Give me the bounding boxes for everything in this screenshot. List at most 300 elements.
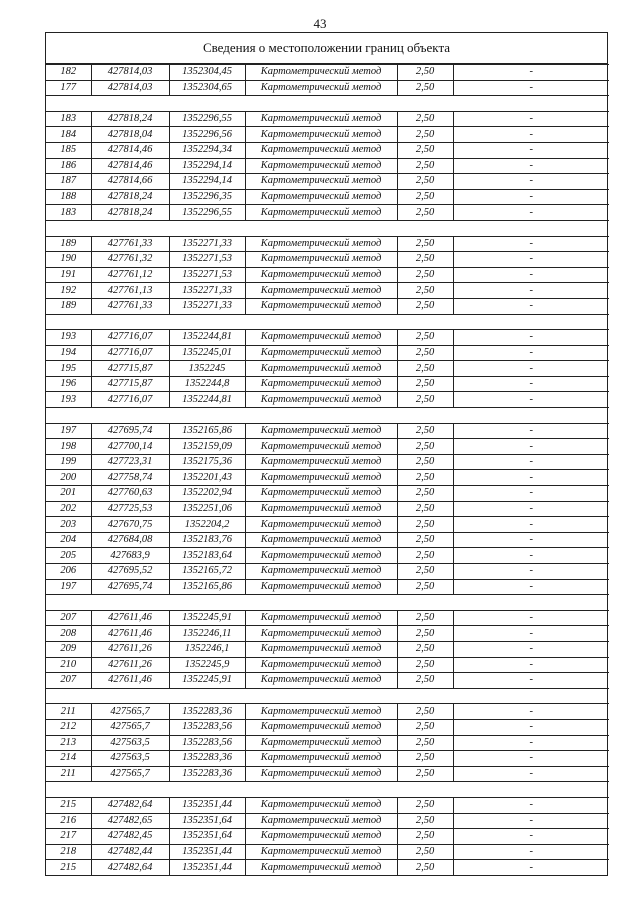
- table-row: [46, 298, 609, 314]
- x-coordinate-cell: 427482,64: [91, 797, 169, 813]
- table-row: [46, 751, 609, 767]
- accuracy-cell: 2,50: [397, 330, 453, 346]
- note-cell: -: [453, 142, 609, 158]
- note-cell: -: [453, 80, 609, 96]
- note-cell: -: [453, 236, 609, 252]
- x-coordinate-cell: 427715,87: [91, 361, 169, 377]
- accuracy-cell: 2,50: [397, 844, 453, 860]
- x-coordinate-cell: 427814,66: [91, 174, 169, 190]
- point-number-cell: 189: [46, 236, 91, 252]
- x-coordinate-cell: 427725,53: [91, 501, 169, 517]
- sheet-title: Сведения о местоположении границ объекта: [46, 33, 607, 64]
- x-coordinate-cell: 427683,9: [91, 548, 169, 564]
- table-row: [46, 860, 609, 875]
- method-cell: Картометрический метод: [245, 517, 397, 533]
- x-coordinate-cell: 427565,7: [91, 704, 169, 720]
- note-cell: -: [453, 283, 609, 299]
- y-coordinate-cell: 1352283,36: [169, 766, 245, 782]
- table-row: [46, 330, 609, 346]
- y-coordinate-cell: 1352165,72: [169, 564, 245, 580]
- note-cell: -: [453, 844, 609, 860]
- group-separator-row: [46, 96, 609, 112]
- table-row: [46, 704, 609, 720]
- x-coordinate-cell: 427563,5: [91, 735, 169, 751]
- point-number-cell: 198: [46, 439, 91, 455]
- x-coordinate-cell: 427716,07: [91, 345, 169, 361]
- table-row: [46, 813, 609, 829]
- x-coordinate-cell: 427715,87: [91, 376, 169, 392]
- method-cell: Картометрический метод: [245, 376, 397, 392]
- table-row: [46, 454, 609, 470]
- y-coordinate-cell: 1352283,56: [169, 719, 245, 735]
- accuracy-cell: 2,50: [397, 252, 453, 268]
- accuracy-cell: 2,50: [397, 205, 453, 221]
- x-coordinate-cell: 427611,46: [91, 673, 169, 689]
- y-coordinate-cell: 1352175,36: [169, 454, 245, 470]
- table-row: [46, 610, 609, 626]
- table-row: [46, 345, 609, 361]
- method-cell: Картометрический метод: [245, 610, 397, 626]
- note-cell: -: [453, 501, 609, 517]
- y-coordinate-cell: 1352296,55: [169, 205, 245, 221]
- accuracy-cell: 2,50: [397, 236, 453, 252]
- x-coordinate-cell: 427695,52: [91, 564, 169, 580]
- accuracy-cell: 2,50: [397, 735, 453, 751]
- note-cell: -: [453, 579, 609, 595]
- x-coordinate-cell: 427818,24: [91, 111, 169, 127]
- y-coordinate-cell: 1352351,44: [169, 860, 245, 875]
- y-coordinate-cell: 1352304,45: [169, 65, 245, 81]
- method-cell: Картометрический метод: [245, 330, 397, 346]
- y-coordinate-cell: 1352159,09: [169, 439, 245, 455]
- method-cell: Картометрический метод: [245, 205, 397, 221]
- accuracy-cell: 2,50: [397, 189, 453, 205]
- method-cell: Картометрический метод: [245, 579, 397, 595]
- point-number-cell: 215: [46, 860, 91, 875]
- method-cell: Картометрический метод: [245, 80, 397, 96]
- point-number-cell: 216: [46, 813, 91, 829]
- method-cell: Картометрический метод: [245, 532, 397, 548]
- y-coordinate-cell: 1352246,11: [169, 626, 245, 642]
- accuracy-cell: 2,50: [397, 65, 453, 81]
- note-cell: -: [453, 735, 609, 751]
- accuracy-cell: 2,50: [397, 673, 453, 689]
- method-cell: Картометрический метод: [245, 252, 397, 268]
- accuracy-cell: 2,50: [397, 579, 453, 595]
- y-coordinate-cell: 1352245,01: [169, 345, 245, 361]
- x-coordinate-cell: 427716,07: [91, 330, 169, 346]
- note-cell: -: [453, 298, 609, 314]
- x-coordinate-cell: 427611,46: [91, 626, 169, 642]
- table-row: [46, 673, 609, 689]
- note-cell: -: [453, 189, 609, 205]
- method-cell: Картометрический метод: [245, 283, 397, 299]
- note-cell: -: [453, 205, 609, 221]
- table-row: [46, 158, 609, 174]
- point-number-cell: 192: [46, 283, 91, 299]
- accuracy-cell: 2,50: [397, 641, 453, 657]
- accuracy-cell: 2,50: [397, 548, 453, 564]
- method-cell: Картометрический метод: [245, 392, 397, 408]
- x-coordinate-cell: 427761,32: [91, 252, 169, 268]
- point-number-cell: 190: [46, 252, 91, 268]
- x-coordinate-cell: 427670,75: [91, 517, 169, 533]
- group-separator-row: [46, 595, 609, 611]
- accuracy-cell: 2,50: [397, 860, 453, 875]
- table-row: [46, 65, 609, 81]
- note-cell: -: [453, 174, 609, 190]
- accuracy-cell: 2,50: [397, 610, 453, 626]
- table-row: [46, 252, 609, 268]
- method-cell: Картометрический метод: [245, 127, 397, 143]
- point-number-cell: 215: [46, 797, 91, 813]
- note-cell: -: [453, 626, 609, 642]
- accuracy-cell: 2,50: [397, 704, 453, 720]
- y-coordinate-cell: 1352183,64: [169, 548, 245, 564]
- y-coordinate-cell: 1352165,86: [169, 423, 245, 439]
- method-cell: Картометрический метод: [245, 657, 397, 673]
- note-cell: -: [453, 423, 609, 439]
- group-separator-row: [46, 782, 609, 798]
- table-row: [46, 283, 609, 299]
- separator-cell: [46, 408, 609, 424]
- point-number-cell: 213: [46, 735, 91, 751]
- point-number-cell: 195: [46, 361, 91, 377]
- y-coordinate-cell: 1352351,64: [169, 829, 245, 845]
- point-number-cell: 193: [46, 330, 91, 346]
- accuracy-cell: 2,50: [397, 142, 453, 158]
- y-coordinate-cell: 1352245,9: [169, 657, 245, 673]
- note-cell: -: [453, 564, 609, 580]
- method-cell: Картометрический метод: [245, 735, 397, 751]
- x-coordinate-cell: 427565,7: [91, 719, 169, 735]
- method-cell: Картометрический метод: [245, 236, 397, 252]
- note-cell: -: [453, 517, 609, 533]
- table-row: [46, 501, 609, 517]
- point-number-cell: 211: [46, 704, 91, 720]
- point-number-cell: 196: [46, 376, 91, 392]
- method-cell: Картометрический метод: [245, 454, 397, 470]
- point-number-cell: 187: [46, 174, 91, 190]
- y-coordinate-cell: 1352245,91: [169, 610, 245, 626]
- point-number-cell: 184: [46, 127, 91, 143]
- method-cell: Картометрический метод: [245, 829, 397, 845]
- accuracy-cell: 2,50: [397, 80, 453, 96]
- point-number-cell: 194: [46, 345, 91, 361]
- x-coordinate-cell: 427723,31: [91, 454, 169, 470]
- method-cell: Картометрический метод: [245, 423, 397, 439]
- note-cell: -: [453, 641, 609, 657]
- accuracy-cell: 2,50: [397, 158, 453, 174]
- y-coordinate-cell: 1352294,14: [169, 158, 245, 174]
- y-coordinate-cell: 1352246,1: [169, 641, 245, 657]
- table-row: [46, 641, 609, 657]
- y-coordinate-cell: 1352283,56: [169, 735, 245, 751]
- method-cell: Картометрический метод: [245, 564, 397, 580]
- method-cell: Картометрический метод: [245, 548, 397, 564]
- accuracy-cell: 2,50: [397, 267, 453, 283]
- group-separator-row: [46, 220, 609, 236]
- accuracy-cell: 2,50: [397, 361, 453, 377]
- note-cell: -: [453, 813, 609, 829]
- accuracy-cell: 2,50: [397, 657, 453, 673]
- x-coordinate-cell: 427761,33: [91, 236, 169, 252]
- accuracy-cell: 2,50: [397, 376, 453, 392]
- y-coordinate-cell: 1352251,06: [169, 501, 245, 517]
- table-row: [46, 626, 609, 642]
- table-row: [46, 719, 609, 735]
- method-cell: Картометрический метод: [245, 813, 397, 829]
- coordinates-sheet: [45, 32, 608, 876]
- group-separator-row: [46, 408, 609, 424]
- table-row: [46, 205, 609, 221]
- method-cell: Картометрический метод: [245, 860, 397, 875]
- page-number: 43: [313, 16, 327, 31]
- point-number-cell: 201: [46, 486, 91, 502]
- note-cell: -: [453, 330, 609, 346]
- point-number-cell: 207: [46, 610, 91, 626]
- x-coordinate-cell: 427761,13: [91, 283, 169, 299]
- point-number-cell: 185: [46, 142, 91, 158]
- y-coordinate-cell: 1352351,44: [169, 797, 245, 813]
- method-cell: Картометрический метод: [245, 111, 397, 127]
- method-cell: Картометрический метод: [245, 267, 397, 283]
- note-cell: -: [453, 797, 609, 813]
- x-coordinate-cell: 427611,46: [91, 610, 169, 626]
- point-number-cell: 205: [46, 548, 91, 564]
- method-cell: Картометрический метод: [245, 844, 397, 860]
- table-row: [46, 470, 609, 486]
- point-number-cell: 204: [46, 532, 91, 548]
- table-row: [46, 844, 609, 860]
- point-number-cell: 217: [46, 829, 91, 845]
- note-cell: -: [453, 829, 609, 845]
- y-coordinate-cell: 1352304,65: [169, 80, 245, 96]
- note-cell: -: [453, 532, 609, 548]
- note-cell: -: [453, 392, 609, 408]
- note-cell: -: [453, 267, 609, 283]
- method-cell: Картометрический метод: [245, 673, 397, 689]
- accuracy-cell: 2,50: [397, 470, 453, 486]
- y-coordinate-cell: 1352294,34: [169, 142, 245, 158]
- point-number-cell: 212: [46, 719, 91, 735]
- table-row: [46, 579, 609, 595]
- point-number-cell: 183: [46, 111, 91, 127]
- x-coordinate-cell: 427611,26: [91, 657, 169, 673]
- y-coordinate-cell: 1352271,33: [169, 236, 245, 252]
- table-row: [46, 829, 609, 845]
- x-coordinate-cell: 427695,74: [91, 423, 169, 439]
- x-coordinate-cell: 427716,07: [91, 392, 169, 408]
- x-coordinate-cell: 427814,03: [91, 80, 169, 96]
- accuracy-cell: 2,50: [397, 298, 453, 314]
- x-coordinate-cell: 427482,45: [91, 829, 169, 845]
- accuracy-cell: 2,50: [397, 439, 453, 455]
- x-coordinate-cell: 427482,65: [91, 813, 169, 829]
- group-separator-row: [46, 688, 609, 704]
- point-number-cell: 189: [46, 298, 91, 314]
- accuracy-cell: 2,50: [397, 127, 453, 143]
- accuracy-cell: 2,50: [397, 719, 453, 735]
- accuracy-cell: 2,50: [397, 283, 453, 299]
- y-coordinate-cell: 1352165,86: [169, 579, 245, 595]
- note-cell: -: [453, 751, 609, 767]
- point-number-cell: 200: [46, 470, 91, 486]
- method-cell: Картометрический метод: [245, 142, 397, 158]
- method-cell: Картометрический метод: [245, 704, 397, 720]
- method-cell: Картометрический метод: [245, 174, 397, 190]
- accuracy-cell: 2,50: [397, 797, 453, 813]
- y-coordinate-cell: 1352296,35: [169, 189, 245, 205]
- x-coordinate-cell: 427482,64: [91, 860, 169, 875]
- x-coordinate-cell: 427482,44: [91, 844, 169, 860]
- note-cell: -: [453, 345, 609, 361]
- method-cell: Картометрический метод: [245, 797, 397, 813]
- y-coordinate-cell: 1352183,76: [169, 532, 245, 548]
- x-coordinate-cell: 427818,24: [91, 189, 169, 205]
- group-separator-row: [46, 314, 609, 330]
- x-coordinate-cell: 427760,63: [91, 486, 169, 502]
- point-number-cell: 214: [46, 751, 91, 767]
- method-cell: Картометрический метод: [245, 65, 397, 81]
- method-cell: Картометрический метод: [245, 439, 397, 455]
- table-row: [46, 735, 609, 751]
- point-number-cell: 211: [46, 766, 91, 782]
- note-cell: -: [453, 439, 609, 455]
- x-coordinate-cell: 427611,26: [91, 641, 169, 657]
- separator-cell: [46, 96, 609, 112]
- method-cell: Картометрический метод: [245, 470, 397, 486]
- y-coordinate-cell: 1352271,53: [169, 252, 245, 268]
- note-cell: -: [453, 470, 609, 486]
- note-cell: -: [453, 361, 609, 377]
- accuracy-cell: 2,50: [397, 564, 453, 580]
- point-number-cell: 188: [46, 189, 91, 205]
- separator-cell: [46, 595, 609, 611]
- x-coordinate-cell: 427684,08: [91, 532, 169, 548]
- table-row: [46, 766, 609, 782]
- note-cell: -: [453, 111, 609, 127]
- y-coordinate-cell: 1352201,43: [169, 470, 245, 486]
- y-coordinate-cell: 1352351,64: [169, 813, 245, 829]
- note-cell: -: [453, 252, 609, 268]
- x-coordinate-cell: 427818,24: [91, 205, 169, 221]
- y-coordinate-cell: 1352204,2: [169, 517, 245, 533]
- accuracy-cell: 2,50: [397, 829, 453, 845]
- point-number-cell: 209: [46, 641, 91, 657]
- table-row: [46, 127, 609, 143]
- point-number-cell: 182: [46, 65, 91, 81]
- note-cell: -: [453, 127, 609, 143]
- accuracy-cell: 2,50: [397, 532, 453, 548]
- accuracy-cell: 2,50: [397, 454, 453, 470]
- table-row: [46, 142, 609, 158]
- y-coordinate-cell: 1352296,56: [169, 127, 245, 143]
- y-coordinate-cell: 1352351,44: [169, 844, 245, 860]
- point-number-cell: 186: [46, 158, 91, 174]
- x-coordinate-cell: 427565,7: [91, 766, 169, 782]
- note-cell: -: [453, 486, 609, 502]
- method-cell: Картометрический метод: [245, 766, 397, 782]
- point-number-cell: 183: [46, 205, 91, 221]
- accuracy-cell: 2,50: [397, 751, 453, 767]
- x-coordinate-cell: 427700,14: [91, 439, 169, 455]
- table-row: [46, 174, 609, 190]
- x-coordinate-cell: 427814,46: [91, 158, 169, 174]
- x-coordinate-cell: 427758,74: [91, 470, 169, 486]
- point-number-cell: 207: [46, 673, 91, 689]
- point-number-cell: 218: [46, 844, 91, 860]
- point-number-cell: 210: [46, 657, 91, 673]
- separator-cell: [46, 314, 609, 330]
- point-number-cell: 177: [46, 80, 91, 96]
- y-coordinate-cell: 1352202,94: [169, 486, 245, 502]
- note-cell: -: [453, 454, 609, 470]
- point-number-cell: 197: [46, 579, 91, 595]
- table-row: [46, 486, 609, 502]
- method-cell: Картометрический метод: [245, 158, 397, 174]
- note-cell: -: [453, 158, 609, 174]
- point-number-cell: 197: [46, 423, 91, 439]
- y-coordinate-cell: 1352271,53: [169, 267, 245, 283]
- table-row: [46, 392, 609, 408]
- table-row: [46, 532, 609, 548]
- method-cell: Картометрический метод: [245, 189, 397, 205]
- table-row: [46, 189, 609, 205]
- separator-cell: [46, 782, 609, 798]
- table-row: [46, 111, 609, 127]
- table-row: [46, 517, 609, 533]
- x-coordinate-cell: 427814,03: [91, 65, 169, 81]
- point-number-cell: 208: [46, 626, 91, 642]
- method-cell: Картометрический метод: [245, 626, 397, 642]
- y-coordinate-cell: 1352271,33: [169, 283, 245, 299]
- note-cell: -: [453, 766, 609, 782]
- accuracy-cell: 2,50: [397, 517, 453, 533]
- method-cell: Картометрический метод: [245, 486, 397, 502]
- y-coordinate-cell: 1352244,81: [169, 392, 245, 408]
- note-cell: -: [453, 704, 609, 720]
- accuracy-cell: 2,50: [397, 111, 453, 127]
- y-coordinate-cell: 1352296,55: [169, 111, 245, 127]
- note-cell: -: [453, 610, 609, 626]
- method-cell: Картометрический метод: [245, 751, 397, 767]
- table-row: [46, 376, 609, 392]
- method-cell: Картометрический метод: [245, 298, 397, 314]
- accuracy-cell: 2,50: [397, 766, 453, 782]
- y-coordinate-cell: 1352244,8: [169, 376, 245, 392]
- table-row: [46, 423, 609, 439]
- x-coordinate-cell: 427761,12: [91, 267, 169, 283]
- table-row: [46, 267, 609, 283]
- note-cell: -: [453, 376, 609, 392]
- note-cell: -: [453, 65, 609, 81]
- note-cell: -: [453, 860, 609, 875]
- accuracy-cell: 2,50: [397, 813, 453, 829]
- method-cell: Картометрический метод: [245, 345, 397, 361]
- table-row: [46, 657, 609, 673]
- point-number-cell: 203: [46, 517, 91, 533]
- point-number-cell: 191: [46, 267, 91, 283]
- x-coordinate-cell: 427818,04: [91, 127, 169, 143]
- method-cell: Картометрический метод: [245, 361, 397, 377]
- y-coordinate-cell: 1352245: [169, 361, 245, 377]
- accuracy-cell: 2,50: [397, 392, 453, 408]
- separator-cell: [46, 220, 609, 236]
- y-coordinate-cell: 1352283,36: [169, 751, 245, 767]
- x-coordinate-cell: 427761,33: [91, 298, 169, 314]
- accuracy-cell: 2,50: [397, 626, 453, 642]
